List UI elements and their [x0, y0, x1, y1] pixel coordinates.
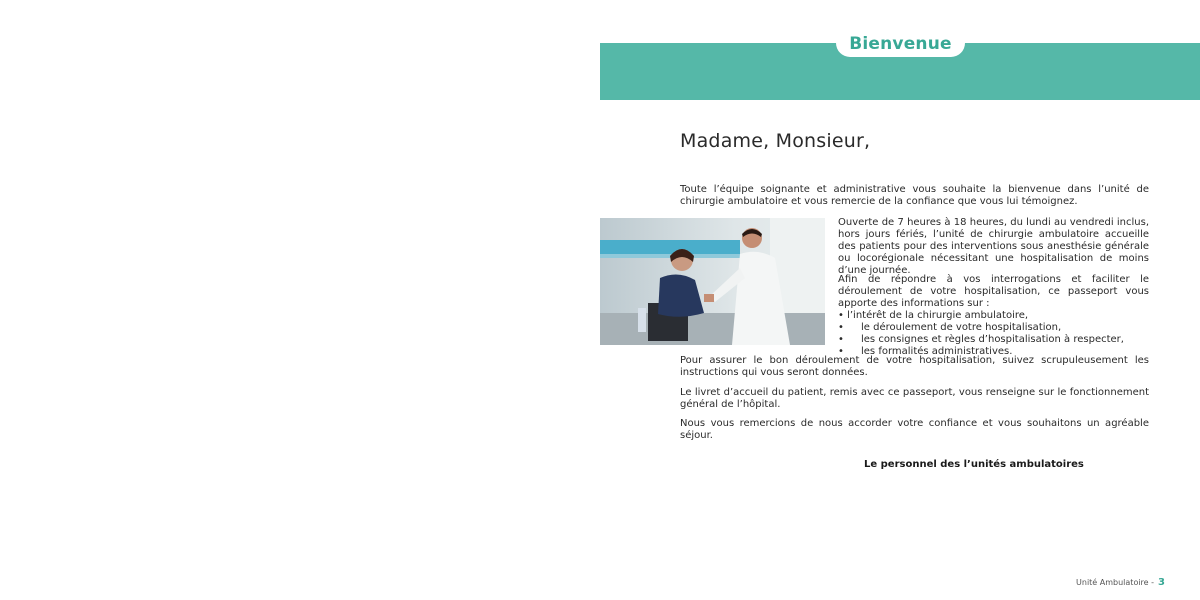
- signature: Le personnel des l’unités ambulatoires: [864, 459, 1084, 470]
- page-footer: [1076, 577, 1165, 588]
- salutation: Madame, Monsieur,: [680, 130, 871, 152]
- photo-illustration: [600, 218, 825, 345]
- passport-list: [838, 310, 1149, 358]
- page-number: 3: [1158, 577, 1165, 588]
- passport-intro: Afin de répondre à vos interrogations et faciliter le déroulement de votre hospitalisation, ce passeport vous apporte des informations sur :: [838, 274, 1149, 309]
- opening-hours-paragraph: Ouverte de 7 heures à 18 heures, du lundi au vendredi inclus, hors jours fériés, l’unité de chirurgie ambulatoire accueille des patients pour des interventions sous anesthésie générale ou locorégionale nécessitant une hospitalisation de moins d’une journée.: [838, 217, 1149, 276]
- list-item: • les formalités administratives.: [838, 346, 1149, 358]
- footer-label: Unité Ambulatoire -: [1076, 578, 1155, 587]
- list-item: • le déroulement de votre hospitalisation,: [838, 322, 1149, 334]
- nurse-patient-photo: [600, 218, 825, 345]
- list-item: • l’intérêt de la chirurgie ambulatoire,: [838, 310, 1029, 321]
- thanks-paragraph: Nous vous remercions de nous accorder votre confiance et vous souhaitons un agréable séjour.: [680, 418, 1149, 441]
- passport-section: [838, 274, 1149, 358]
- booklet-paragraph: Le livret d’accueil du patient, remis avec ce passeport, vous renseigne sur le fonctionnement général de l’hôpital.: [680, 387, 1149, 410]
- page-title: Bienvenue: [836, 30, 965, 57]
- instructions-paragraph: Pour assurer le bon déroulement de votre hospitalisation, suivez scrupuleusement les instructions qui vous seront données.: [680, 355, 1149, 378]
- intro-paragraph: Toute l’équipe soignante et administrative vous souhaite la bienvenue dans l’unité de chirurgie ambulatoire et vous remercie de la confiance que vous lui témoignez.: [680, 184, 1149, 207]
- list-item: • les consignes et règles d’hospitalisation à respecter,: [838, 334, 1149, 346]
